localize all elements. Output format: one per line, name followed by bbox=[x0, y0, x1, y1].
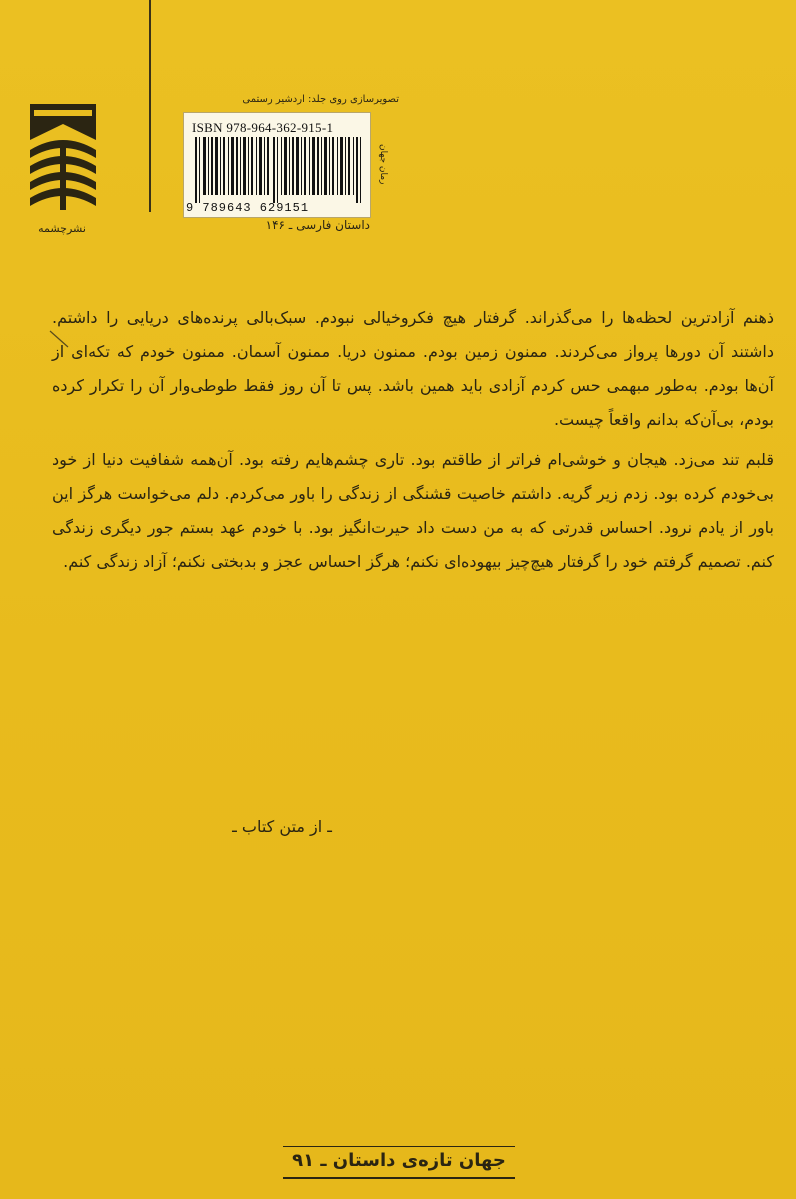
excerpt-paragraph: قلبم تند می‌زد. هیجان و خوشی‌ام فراتر از طاقتم بود. تاری چشم‌هایم رفته بود. آن‌همه شفافیت دنیا از خود بی‌خودم کرده بود. زدم زیر گریه. داشتم خاصیت قشنگی از زندگی را باور می‌کردم. دلم می‌خواست هرگز این باور از یادم نرود. احساس قدرتی که به من دست داد حیرت‌انگیز بود. با خودم عهد بستم جور دیگری زندگی کنم. تصمیم گرفتم خود را گرفتار هیچ‌چیز بیهوده‌ای نکنم؛ هرگز احساس عجز و بدبختی نکنم؛ آزاد زندگی کنم. bbox=[52, 450, 774, 571]
publisher-vertical-label: رمان جهان bbox=[378, 143, 388, 185]
illustration-credit: تصویرسازی روی جلد: اردشیر رستمی bbox=[242, 94, 399, 105]
vertical-divider bbox=[149, 0, 151, 212]
publisher-logo-icon bbox=[28, 100, 98, 212]
series-label: داستان فارسی ـ ۱۴۶ bbox=[265, 218, 370, 232]
excerpt-source: ـ از متن کتاب ـ bbox=[232, 817, 332, 836]
isbn-digits: 9 789643 629151 bbox=[186, 201, 310, 215]
book-excerpt bbox=[52, 301, 774, 579]
publisher-name: نشرچشمه bbox=[38, 222, 86, 235]
series-footer: جهان تازه‌ی داستان ـ ۹۱ bbox=[283, 1146, 515, 1179]
barcode-icon bbox=[195, 137, 361, 203]
isbn-label: ISBN 978-964-362-915-1 bbox=[192, 120, 334, 135]
barcode-panel bbox=[183, 112, 371, 218]
excerpt-paragraph: ذهنم آزادترین لحظه‌ها را می‌گذراند. گرفتار هیچ فکروخیالی نبودم. سبک‌بالی پرنده‌های دریایی را داشتم. داشتند آن دورها پرواز می‌کردند. ممنون زمین بودم. ممنون دریا. ممنون آسمان. ممنون خودم که تکه‌ای از آن‌ها بودم. به‌طور مبهمی حس کردم آزادی باید همین باشد. پس تا آن روز فقط طوطی‌وار آن را تکرار کرده بودم، بی‌آن‌که بدانم واقعاً چیست. bbox=[52, 308, 774, 429]
